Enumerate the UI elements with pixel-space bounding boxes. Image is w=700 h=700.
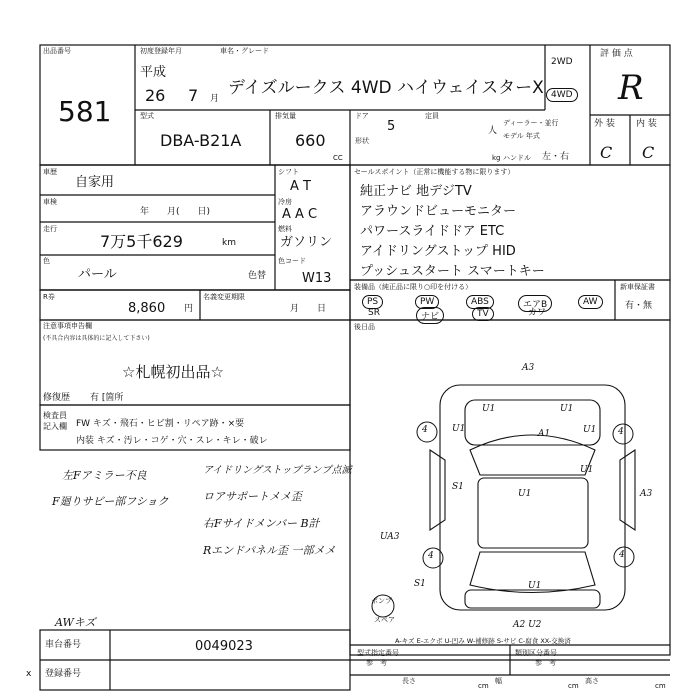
color-code-label: 色コード bbox=[278, 257, 306, 265]
first-reg-label: 初度登録年月 bbox=[140, 47, 182, 55]
main-note: ☆札幌初出品☆ bbox=[122, 363, 224, 381]
persons-unit: 人 bbox=[488, 126, 498, 136]
mark-s1-2: S1 bbox=[414, 579, 426, 589]
rear-label: 後日品 bbox=[354, 323, 375, 331]
ref-label-1: 参 考 bbox=[366, 659, 387, 667]
handle-label: ハンドル bbox=[503, 154, 531, 162]
shape-label: 形状 bbox=[355, 137, 369, 145]
class-label: 類別区分番号 bbox=[515, 649, 557, 657]
mark-4-rl: 4 bbox=[428, 551, 434, 561]
mark-a3-top: A3 bbox=[522, 363, 535, 373]
chassis-label: 車台番号 bbox=[45, 640, 82, 650]
notice-deadline-value: 月 日 bbox=[290, 304, 327, 314]
chassis-value: 0049023 bbox=[195, 639, 253, 654]
exterior-label: 外 装 bbox=[594, 119, 615, 129]
pump-label: ポンプ bbox=[371, 597, 392, 605]
color-value: パール bbox=[78, 267, 117, 282]
km-unit: km bbox=[222, 238, 236, 248]
displacement-label: 排気量 bbox=[275, 112, 296, 120]
handwritten-left-2: F廻りサビー部フショク bbox=[52, 495, 169, 508]
equip-tv: TV bbox=[472, 307, 494, 321]
handwritten-left-1: 左Fアミラー不良 bbox=[62, 469, 147, 482]
mark-u1-2: U1 bbox=[560, 404, 574, 414]
x-mark: x bbox=[26, 669, 32, 679]
ac-label: 冷房 bbox=[278, 198, 292, 206]
history-value: 自家用 bbox=[75, 175, 115, 190]
capacity-label: 定員 bbox=[425, 112, 439, 120]
spare-label: スペア bbox=[374, 616, 395, 624]
notice-sub: (不具合内容は具体的に記入して下さい) bbox=[43, 335, 150, 342]
handwritten-right-1: アイドリングストップランプ点滅 bbox=[203, 465, 352, 476]
score: R bbox=[618, 68, 644, 108]
mark-u1-6: U1 bbox=[580, 465, 594, 475]
dealer-label: ディーラー・並行 bbox=[503, 119, 559, 127]
type-designation-label: 型式指定番号 bbox=[357, 649, 399, 657]
mark-4-fl: 4 bbox=[422, 425, 428, 435]
car-grade-label: 車名・グレード bbox=[220, 47, 269, 55]
mark-4-fr: 4 bbox=[618, 427, 624, 437]
handle-side: 左・右 bbox=[542, 152, 570, 162]
length-label: 長さ bbox=[402, 677, 416, 685]
mark-u1-4: U1 bbox=[583, 425, 597, 435]
mark-a1: A1 bbox=[538, 429, 551, 439]
ac-value: A A C bbox=[282, 207, 318, 222]
car-name: デイズルークス 4WD ハイウェイスターX bbox=[228, 78, 544, 98]
notice-label: 注意事項申告欄 bbox=[43, 322, 92, 330]
mark-4-rr: 4 bbox=[619, 550, 625, 560]
cm-2: cm bbox=[568, 682, 579, 690]
equip-aw: AW bbox=[578, 295, 603, 309]
color-swap-label: 色替 bbox=[248, 271, 267, 281]
cm-1: cm bbox=[478, 682, 489, 690]
era: 平成 bbox=[140, 65, 167, 80]
fuel-value: ガソリン bbox=[280, 235, 333, 250]
recycle-label: R券 bbox=[43, 293, 55, 301]
repair-label: 修復歴 bbox=[43, 393, 71, 403]
car-diagram bbox=[430, 385, 635, 610]
warranty-value: 有・無 bbox=[625, 301, 653, 311]
inspection-value: 年 月( 日) bbox=[140, 207, 211, 217]
mark-u1-3: U1 bbox=[452, 424, 466, 434]
selling-point-2: アラウンドビューモニター bbox=[360, 204, 517, 219]
equip-pw: PW bbox=[415, 295, 439, 309]
lot-label: 出品番号 bbox=[43, 47, 71, 55]
equip-leather: カワ bbox=[528, 308, 547, 318]
kg-label: kg bbox=[492, 154, 501, 162]
fuel-label: 燃料 bbox=[278, 225, 292, 233]
mark-u1-1: U1 bbox=[482, 404, 496, 414]
notice-deadline-label: 名義変更期限 bbox=[203, 293, 245, 301]
mark-a2-u2: A2 U2 bbox=[513, 620, 542, 630]
equip-airbag: エアB bbox=[518, 295, 552, 312]
lot-number: 581 bbox=[58, 95, 112, 128]
cc-unit: CC bbox=[333, 154, 343, 162]
selling-point-5: プッシュスタート スマートキー bbox=[360, 264, 545, 279]
ref-label-2: 参 考 bbox=[535, 659, 556, 667]
inspection-label: 車検 bbox=[43, 198, 57, 206]
displacement: 660 bbox=[295, 131, 326, 150]
door-label: ドア bbox=[355, 112, 369, 120]
repair-value: 有 [箇所 bbox=[90, 393, 124, 403]
shift-label: シフト bbox=[278, 168, 299, 176]
interior-grade: C bbox=[642, 143, 655, 162]
equipment-label: 装備品（純正品に限り○印を付ける） bbox=[354, 283, 473, 291]
history-label: 車歴 bbox=[43, 168, 57, 176]
diagram-legend: A-キズ E-エクボ U-凹み W-補修跡 S-サビ C-腐食 XX-交換済 bbox=[395, 637, 571, 645]
drive-4wd: 4WD bbox=[546, 88, 578, 102]
mileage-value: 7万5千629 bbox=[100, 232, 183, 251]
model: DBA-B21A bbox=[160, 131, 242, 150]
equip-navi: ナビ bbox=[416, 307, 444, 324]
warranty-label: 新車保証書 bbox=[620, 283, 655, 291]
handwritten-right-2: ロアサポートメメ歪 bbox=[203, 490, 302, 503]
equip-abs: ABS bbox=[466, 295, 494, 309]
handwritten-right-4: Rエンドパネル歪 一部メメ bbox=[203, 544, 336, 557]
color-label: 色 bbox=[43, 257, 50, 265]
selling-point-4: アイドリングストップ HID bbox=[360, 244, 516, 259]
yen-unit: 円 bbox=[184, 304, 194, 314]
inspector-row-1: FW キズ・飛石・ヒビ割・リペア跡・×要 bbox=[76, 419, 245, 429]
equip-sr: SR bbox=[368, 308, 380, 318]
inspector-label: 検査員 記入欄 bbox=[43, 411, 67, 431]
exterior-grade: C bbox=[600, 143, 613, 162]
month: 7 bbox=[188, 86, 199, 105]
selling-point-3: パワースライドドア ETC bbox=[360, 224, 505, 239]
mark-ua3: UA3 bbox=[380, 532, 400, 542]
drive-2wd: 2WD bbox=[551, 57, 573, 67]
score-label: 評 価 点 bbox=[600, 49, 633, 59]
interior-label: 内 装 bbox=[636, 119, 657, 129]
selling-point-1: 純正ナビ 地デジTV bbox=[360, 184, 472, 199]
year: 26 bbox=[145, 86, 166, 105]
mark-u1-5: U1 bbox=[518, 489, 532, 499]
month-unit: 月 bbox=[210, 94, 220, 104]
model-year-label: モデル 年式 bbox=[503, 132, 540, 140]
height-label: 高さ bbox=[585, 677, 599, 685]
model-label: 型式 bbox=[140, 112, 154, 120]
inspector-row-2: 内装 キズ・汚レ・コゲ・穴・スレ・キレ・破レ bbox=[76, 436, 268, 446]
recycle-value: 8,860 bbox=[128, 301, 166, 316]
width-label: 幅 bbox=[495, 677, 502, 685]
mark-s1-1: S1 bbox=[452, 482, 464, 492]
mark-u1-7: U1 bbox=[528, 581, 542, 591]
mark-a3-right: A3 bbox=[640, 489, 653, 499]
selling-points-label: セールスポイント（正常に機能する物に限ります） bbox=[354, 168, 515, 176]
handwritten-right-3: 右Fサイドメンバー B計 bbox=[203, 517, 320, 530]
shift-value: A T bbox=[290, 179, 311, 194]
color-code-value: W13 bbox=[302, 271, 332, 286]
mileage-label: 走行 bbox=[43, 225, 57, 233]
aw-note: AWキズ bbox=[55, 616, 96, 629]
equip-ps: PS bbox=[362, 295, 383, 309]
doors: 5 bbox=[387, 119, 396, 134]
reg-label: 登録番号 bbox=[45, 669, 82, 679]
cm-3: cm bbox=[655, 682, 666, 690]
